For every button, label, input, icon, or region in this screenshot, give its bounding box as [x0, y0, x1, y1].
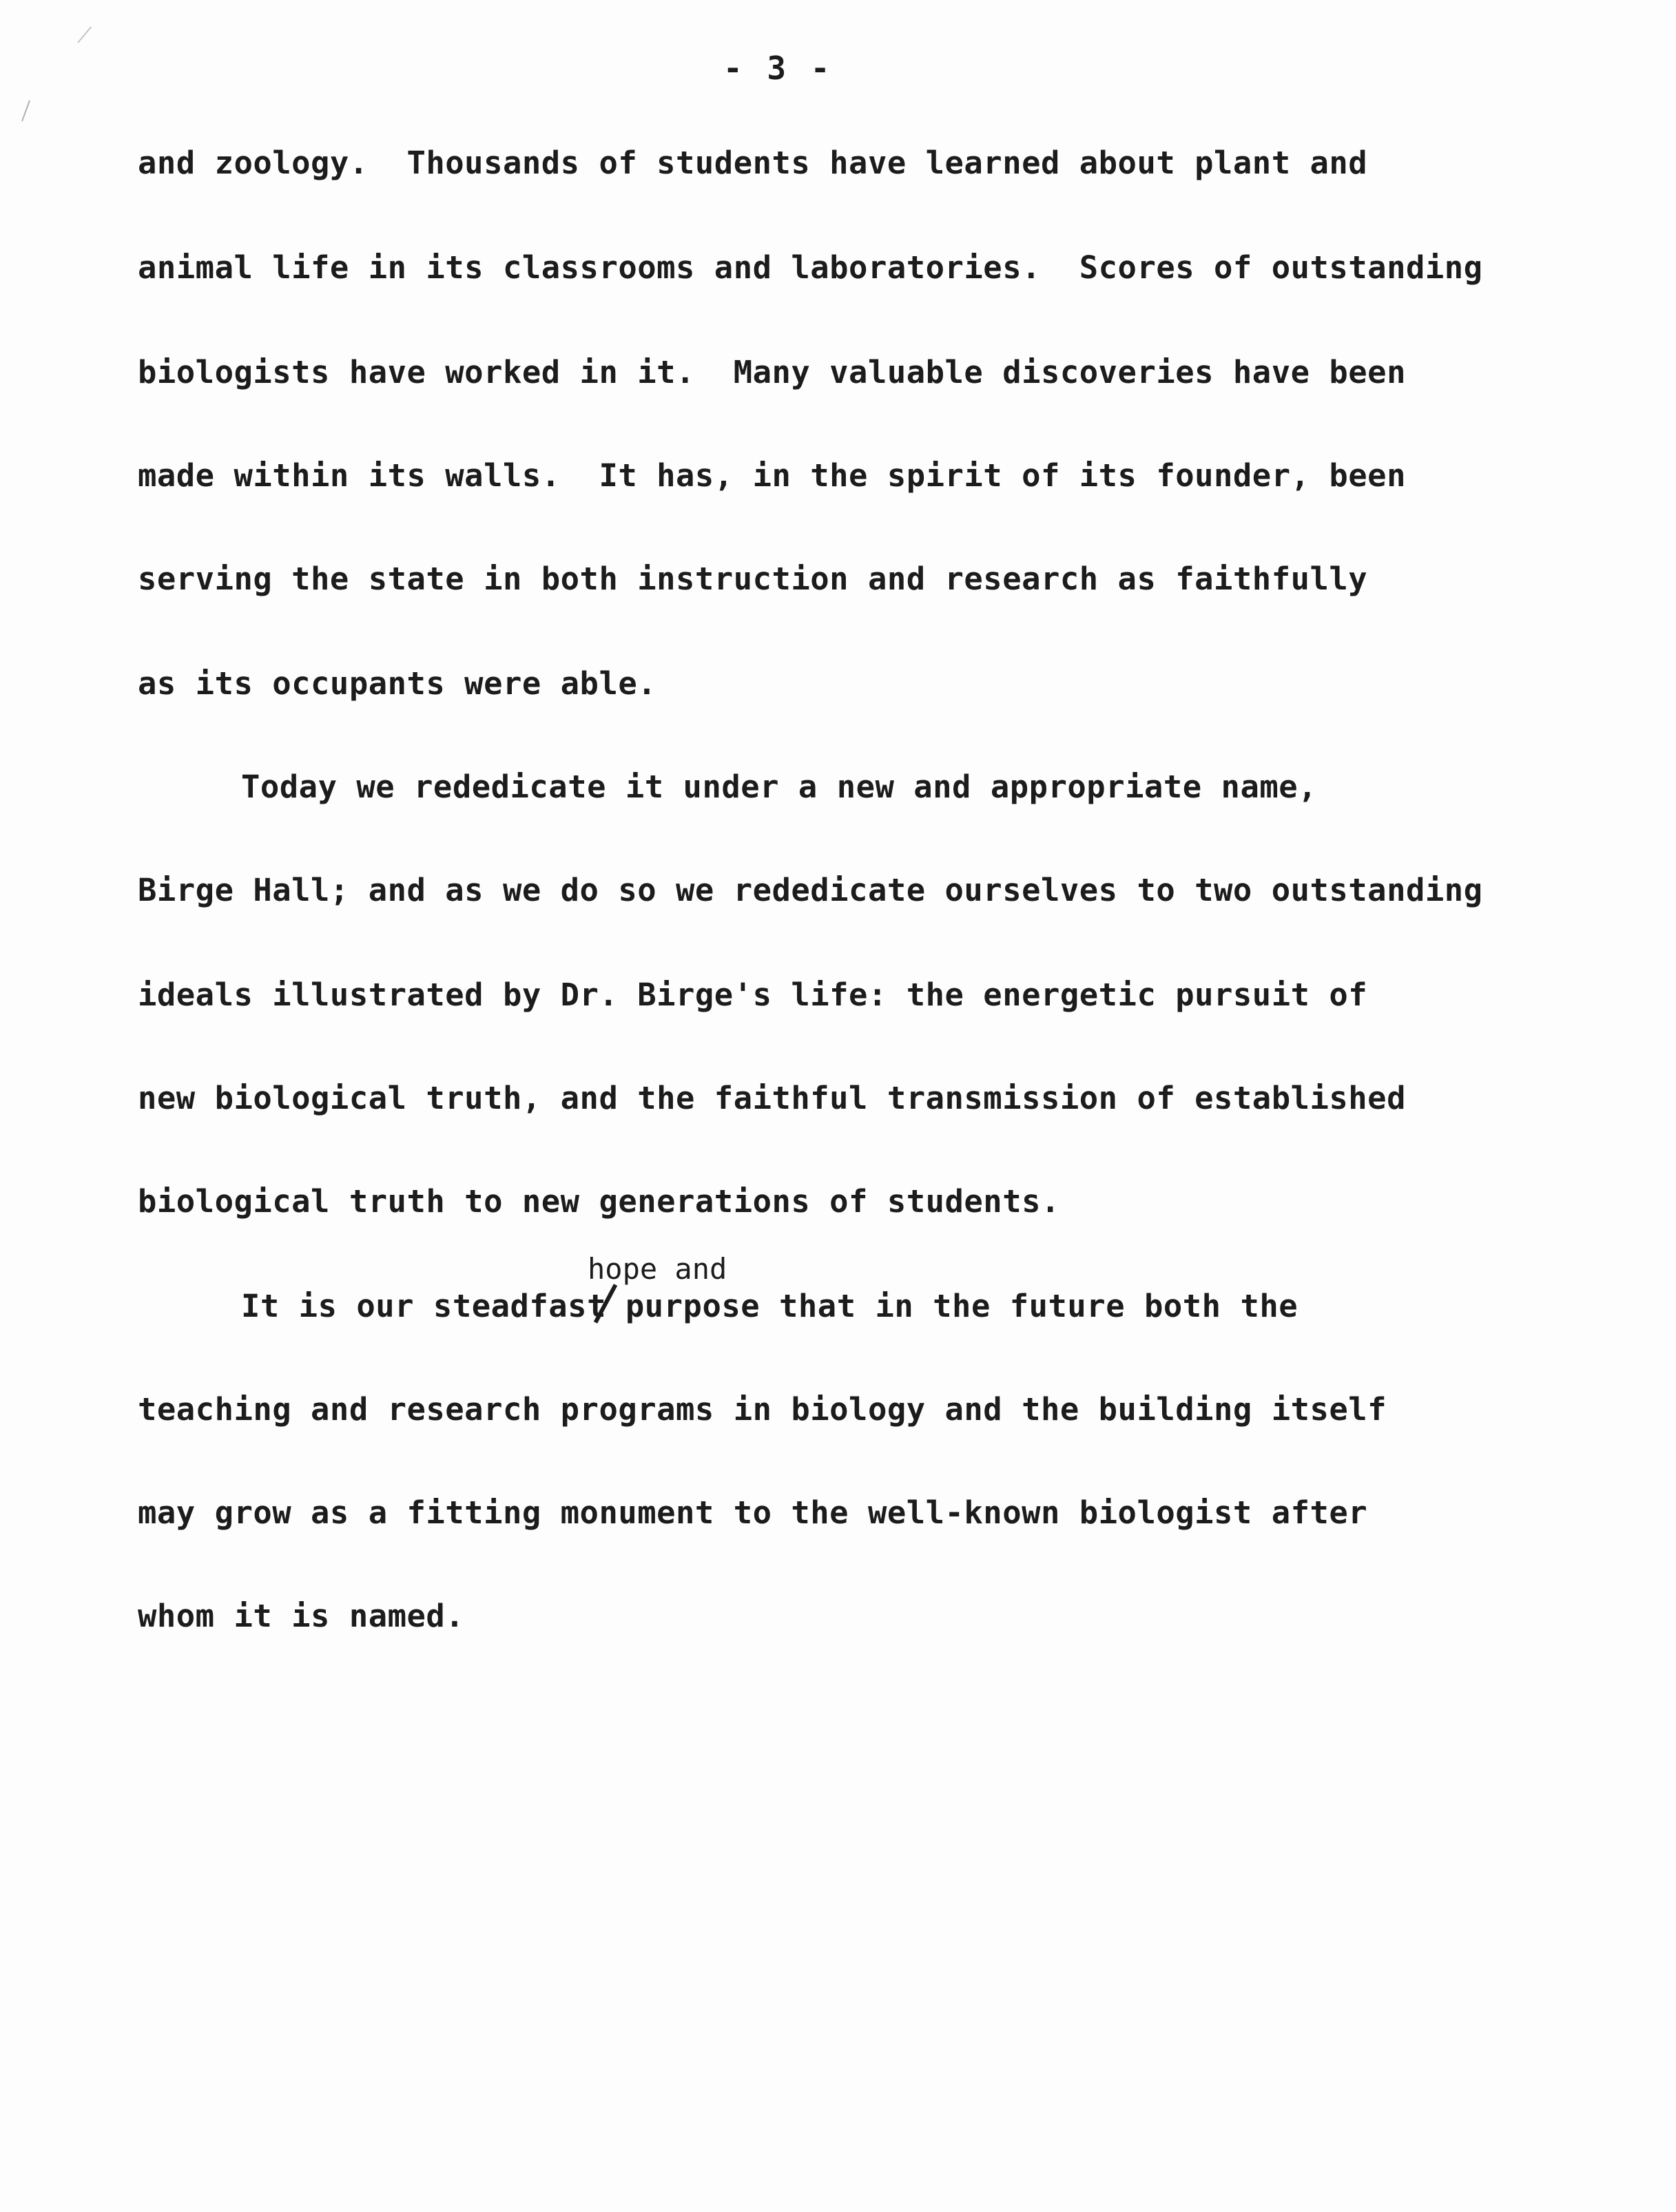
- text-line: animal life in its classrooms and laboratories. Scores of outstanding: [138, 249, 1483, 286]
- handwritten-insertion: hope and: [588, 1252, 727, 1286]
- text-line: as its occupants were able.: [138, 665, 657, 702]
- text-line: ideals illustrated by Dr. Birge's life: the energetic pursuit of: [138, 977, 1368, 1013]
- text-line: Today we rededicate it under a new and appropriate name,: [241, 769, 1318, 805]
- text-line: It is our steadfast purpose that in the future both the: [241, 1288, 1299, 1324]
- margin-mark: [77, 26, 99, 49]
- text-line: biologists have worked in it. Many valuable discoveries have been: [138, 354, 1406, 390]
- text-line: may grow as a fitting monument to the well-known biologist after: [138, 1494, 1368, 1531]
- text-line: new biological truth, and the faithful transmission of established: [138, 1080, 1406, 1116]
- text-line: biological truth to new generations of students.: [138, 1183, 1060, 1220]
- text-line: whom it is named.: [138, 1598, 465, 1634]
- text-line: serving the state in both instruction and research as faithfully: [138, 561, 1368, 597]
- text-line: and zoology. Thousands of students have learned about plant and: [138, 145, 1368, 181]
- page-number: - 3 -: [723, 50, 833, 87]
- text-line: Birge Hall; and as we do so we rededicate ourselves to two outstanding: [138, 872, 1483, 908]
- text-line: made within its walls. It has, in the spirit of its founder, been: [138, 457, 1406, 494]
- margin-mark: [21, 101, 42, 126]
- text-line: teaching and research programs in biology and the building itself: [138, 1391, 1387, 1428]
